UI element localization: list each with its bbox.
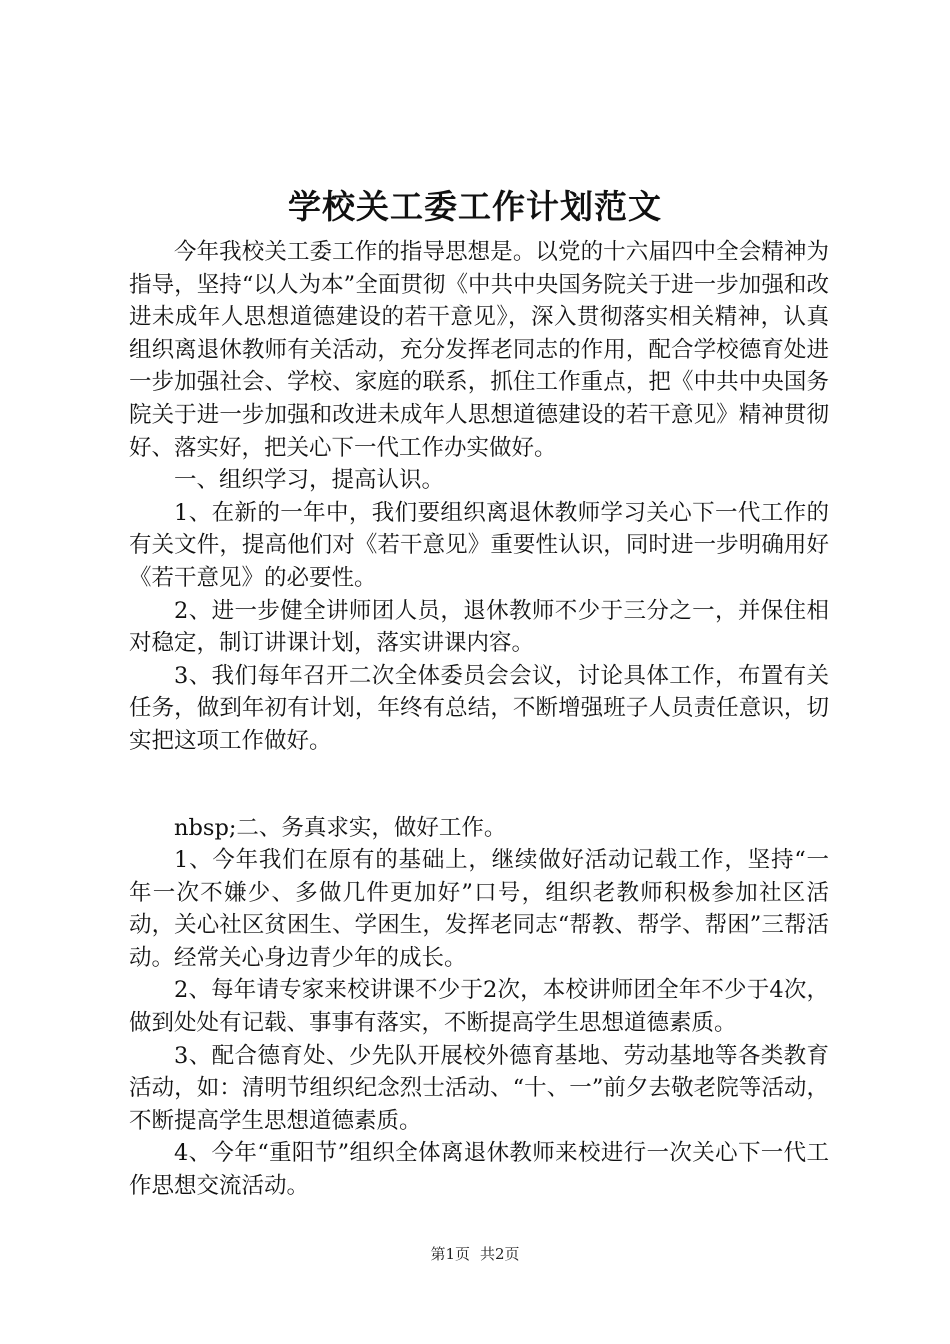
page-number: 第1页 — [430, 1245, 470, 1263]
section-heading-1: 一、组织学习，提高认识。 — [174, 467, 445, 494]
paragraph-2-3: 3、配合德育处、少先队开展校外德育基地、劳动基地等各类教育活动，如：清明节组织纪念烈士活动、“十、一”前夕去敬老院等活动，不断提高学生思想道德素质。 — [129, 1042, 829, 1134]
paragraph-intro: 今年我校关工委工作的指导思想是。以党的十六届四中全会精神为指导，坚持“以人为本”全面贯彻《中共中央国务院关于进一步加强和改进未成年人思想道德建设的若干意见》，深入贯彻落实相关精神，认真组织离退休教师有关活动，充分发挥老同志的作用，配合学校德育处进一步加强社会、学校、家庭的联系，抓住工作重点，把《中共中央国务院关于进一步加强和改进未成年人思想道德建设的若干意见》精神贯彻好、落实好，把关心下一代工作办实做好。 — [129, 239, 829, 461]
paragraph-1-2: 2、进一步健全讲师团人员，退休教师不少于三分之一，并保住相对稳定，制订讲课计划，落实讲课内容。 — [129, 597, 829, 657]
paragraph-2-1: 1、今年我们在原有的基础上，继续做好活动记载工作，坚持“一年一次不嫌少、多做几件更加好”口号，组织老教师积极参加社区活动，关心社区贫困生、学困生，发挥老同志“帮教、帮学、帮困”三帮活动。经常关心身边青少年的成长。 — [129, 847, 829, 971]
section-heading-2: nbsp;二、务真求实，做好工作。 — [174, 814, 507, 841]
page-total: 共2页 — [480, 1245, 520, 1263]
paragraph-2-2: 2、每年请专家来校讲课不少于2次，本校讲师团全年不少于4次，做到处处有记载、事事有落实，不断提高学生思想道德素质。 — [129, 977, 829, 1037]
blank-line — [129, 758, 829, 812]
paragraph-2-4: 4、今年“重阳节”组织全体离退休教师来校进行一次关心下一代工作思想交流活动。 — [129, 1140, 829, 1200]
paragraph-1-1: 1、在新的一年中，我们要组织离退休教师学习关心下一代工作的有关文件，提高他们对《若干意见》重要性认识，同时进一步明确用好《若干意见》的必要性。 — [129, 499, 829, 591]
document-body — [129, 236, 829, 1203]
document-title: 学校关工委工作计划范文 — [288, 187, 662, 226]
page-footer — [0, 1244, 950, 1264]
paragraph-1-3: 3、我们每年召开二次全体委员会会议，讨论具体工作，布置有关任务，做到年初有计划，年终有总结，不断增强班子人员责任意识，切实把这项工作做好。 — [129, 662, 829, 754]
